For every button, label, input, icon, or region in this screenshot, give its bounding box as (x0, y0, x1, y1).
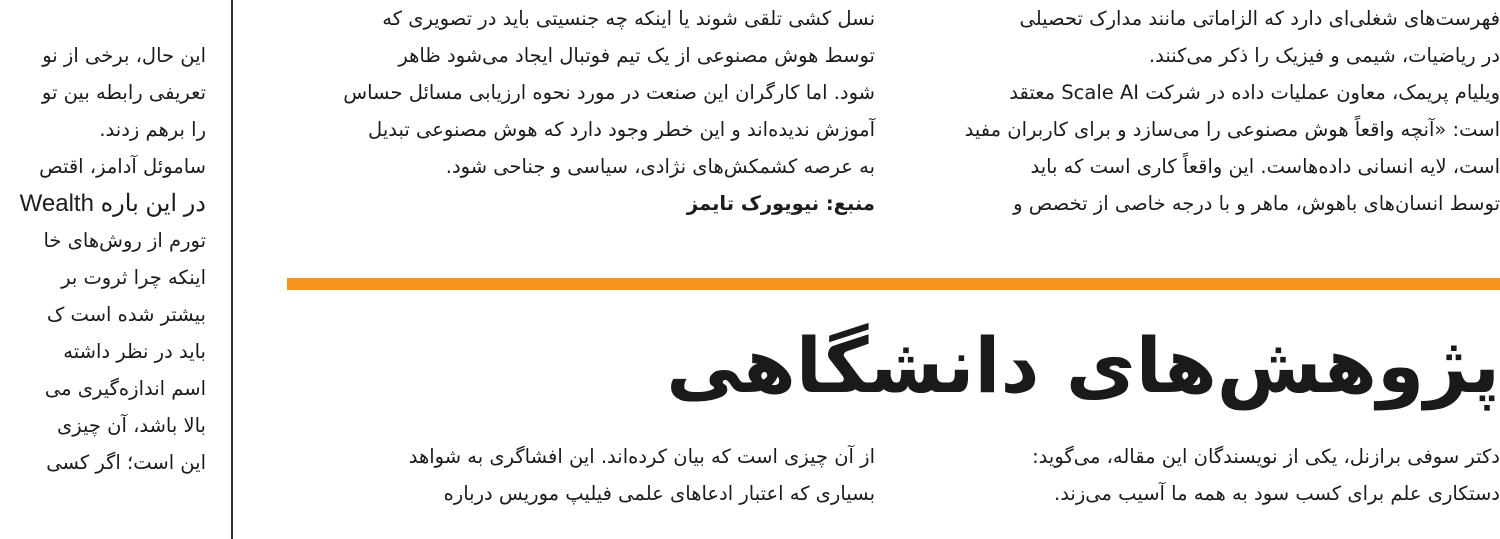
top-middle-line: به عرصه کشمکش‌های نژادی، سیاسی و جناحی شود. (445, 155, 875, 178)
top-right-line: در ریاضیات، شیمی و فیزیک را ذکر می‌کنند. (1148, 44, 1500, 67)
top-middle-line: آموزش ندیده‌اند و این خطر وجود دارد که هوش مصنوعی تبدیل (368, 118, 875, 141)
bottom-middle-line: بسیاری که اعتبار ادعاهای علمی فیلیپ موریس درباره (443, 482, 875, 505)
left-column-line: تعریفی رابطه بین تو (41, 81, 206, 104)
left-column-line: تورم از روش‌های خا (43, 229, 206, 252)
section-divider-bar (287, 278, 1500, 290)
left-column-line: این حال، برخی از نو (42, 44, 206, 67)
left-column-line: باید در نظر داشته (63, 340, 206, 363)
bottom-right-article-column (922, 438, 1500, 512)
column-divider-rule (231, 0, 233, 539)
bottom-right-line: دستکاری علم برای کسب سود به همه ما آسیب می‌زند. (1054, 482, 1500, 505)
left-column-line: بیشتر شده است ک (46, 303, 206, 326)
left-column-line: اسم اندازه‌گیری می (44, 377, 206, 400)
source-credit: منبع: نیویورک تایمز (686, 192, 875, 215)
left-article-column (0, 0, 206, 481)
top-middle-article-column (287, 0, 875, 222)
left-column-line: بالا باشد، آن چیزی (56, 414, 206, 437)
left-column-line: این است؛ اگر کسی (46, 451, 206, 474)
top-right-line: فهرست‌های شغلی‌ای دارد که الزاماتی مانند مدارک تحصیلی (1019, 7, 1500, 30)
top-middle-line: شود. اما کارگران این صنعت در مورد نحوه ارزیابی مسائل حساس (343, 81, 875, 104)
bottom-middle-article-column (287, 438, 875, 512)
top-right-line: است، لایه انسانی داده‌هاست. این واقعاً کاری است که باید (1030, 155, 1500, 178)
bottom-right-line: دکتر سوفی برازنل، یکی از نویسندگان این مقاله، می‌گوید: (1032, 445, 1500, 468)
top-right-article-column (922, 0, 1500, 222)
left-column-line: اینکه چرا ثروت بر (61, 266, 206, 289)
left-column-line: ساموئل آدامز، اقتص (39, 155, 206, 178)
top-middle-line: نسل کشی تلقی شوند یا اینکه چه جنسیتی باید در تصویری که (382, 7, 875, 30)
top-middle-line: توسط هوش مصنوعی از یک تیم فوتبال ایجاد می‌شود ظاهر (398, 44, 875, 67)
bottom-middle-line: از آن چیزی است که بیان کرده‌اند. این افشاگری به شواهد (408, 445, 875, 468)
top-right-line: ویلیام پریمک، معاون عملیات داده در شرکت Scale AI معتقد (1009, 81, 1500, 104)
top-right-line: است: «آنچه واقعاً هوش مصنوعی را می‌سازد و برای کاربران مفید (964, 118, 1500, 141)
top-right-line: توسط انسان‌های باهوش، ماهر و با درجه خاصی از تخصص و (1013, 192, 1500, 215)
left-column-line: Wealth در این باره (19, 190, 206, 217)
left-column-line: را برهم زدند. (99, 118, 206, 141)
left-column-line (0, 0, 206, 37)
section-heading: پژوهش‌های دانشگاهی (666, 321, 1500, 410)
